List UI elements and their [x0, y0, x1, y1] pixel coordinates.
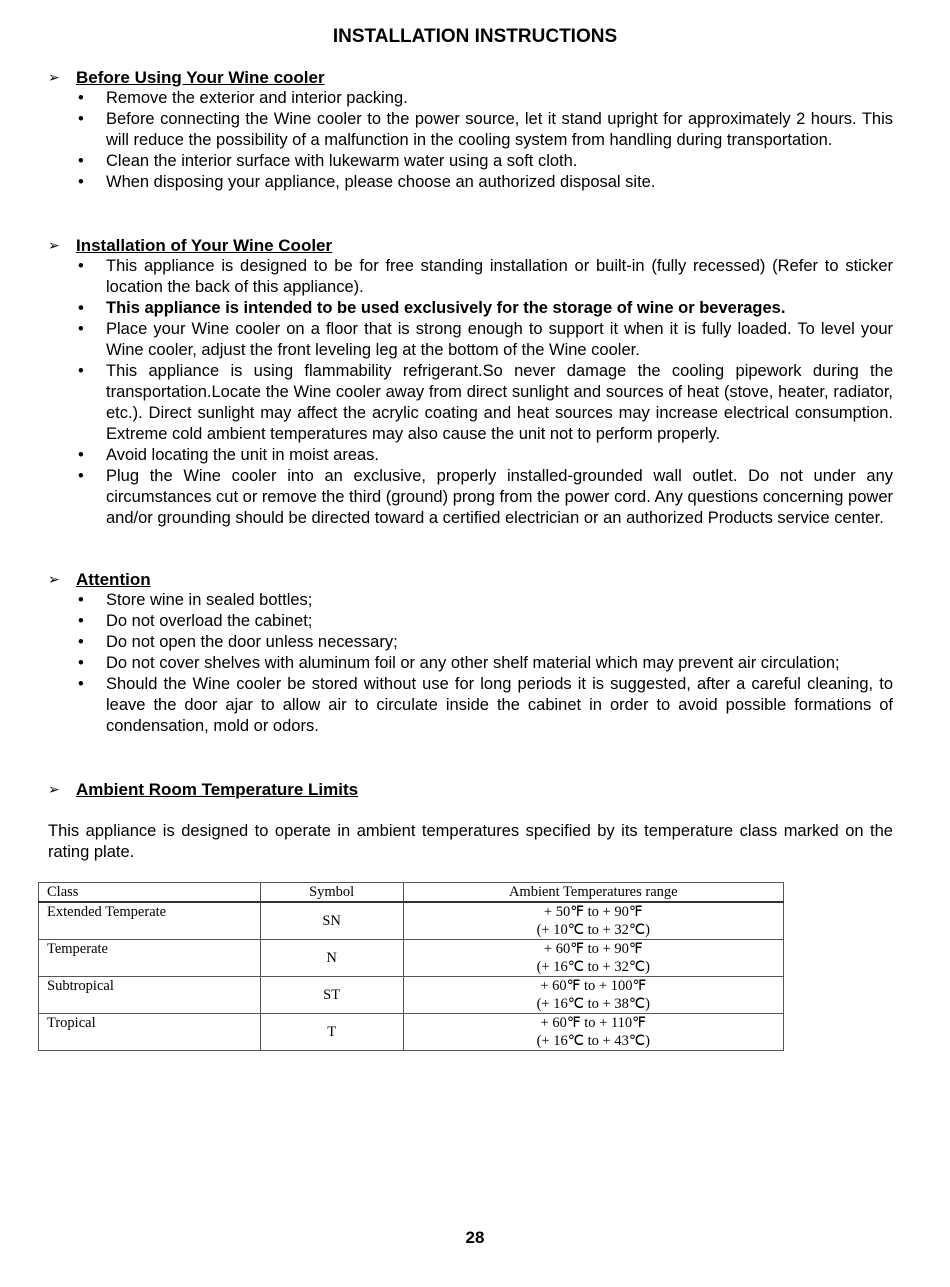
list-item: [48, 611, 893, 632]
table-row: [39, 940, 784, 977]
list-item-text: This appliance is designed to be for free standing installation or built-in (fully recessed) (Refer to sticker location the back of this appliance).: [106, 257, 893, 296]
table-row: [39, 1014, 784, 1051]
arrow-bullet-icon: ➢: [48, 237, 60, 253]
bullet-icon: •: [78, 633, 84, 651]
list-item: [48, 88, 893, 109]
section-title: Ambient Room Temperature Limits: [76, 780, 359, 799]
section-title: Before Using Your Wine cooler: [76, 68, 325, 87]
list-item-text: Remove the exterior and interior packing.: [106, 89, 408, 107]
list-item: [48, 361, 893, 445]
symbol-cell: N: [260, 940, 403, 977]
range-fahrenheit: + 60℉ to + 90℉: [543, 941, 643, 957]
bullet-icon: •: [78, 362, 84, 380]
bullet-list: [48, 590, 893, 737]
range-cell: [403, 977, 783, 1014]
arrow-bullet-icon: ➢: [48, 781, 60, 797]
bullet-list: [48, 88, 893, 193]
arrow-bullet-icon: ➢: [48, 571, 60, 587]
bullet-icon: •: [78, 257, 84, 275]
list-item: [48, 298, 893, 319]
list-item-text: When disposing your appliance, please choose an authorized disposal site.: [106, 173, 656, 191]
page-title: INSTALLATION INSTRUCTIONS: [332, 26, 618, 47]
list-item-text: Clean the interior surface with lukewarm water using a soft cloth.: [106, 152, 578, 170]
list-item-text: This appliance is intended to be used exclusively for the storage of wine or beverages.: [106, 299, 786, 317]
table-header-row: [39, 883, 784, 903]
range-celsius: (+ 16℃ to + 38℃): [536, 996, 650, 1012]
class-cell: Extended Temperate: [39, 902, 261, 940]
page-number: 28: [465, 1228, 485, 1247]
list-item-text: Avoid locating the unit in moist areas.: [106, 446, 380, 464]
list-item: [48, 590, 893, 611]
bullet-icon: •: [78, 591, 84, 609]
bullet-icon: •: [78, 110, 84, 128]
class-cell: Subtropical: [39, 977, 261, 1014]
list-item-text: Do not overload the cabinet;: [106, 612, 313, 630]
range-fahrenheit: + 60℉ to + 100℉: [540, 978, 647, 994]
range-celsius: (+ 16℃ to + 43℃): [536, 1033, 650, 1049]
list-item: [48, 653, 893, 674]
ambient-paragraph: This appliance is designed to operate in ambient temperatures specified by its temperature class marked on the rating plate.: [48, 822, 893, 861]
list-item: [48, 172, 893, 193]
range-cell: [403, 1014, 783, 1051]
bullet-list: [48, 256, 893, 529]
table-row: [39, 977, 784, 1014]
list-item: [48, 256, 893, 298]
range-fahrenheit: + 60℉ to + 110℉: [540, 1015, 646, 1031]
range-cell: [403, 902, 783, 940]
section-title: Installation of Your Wine Cooler: [76, 236, 333, 255]
column-header-class: Class: [39, 883, 261, 903]
bullet-icon: •: [78, 173, 84, 191]
symbol-cell: T: [260, 1014, 403, 1051]
class-cell: Tropical: [39, 1014, 261, 1051]
list-item: [48, 466, 893, 529]
section-heading: [48, 779, 893, 800]
bullet-icon: •: [78, 152, 84, 170]
bullet-icon: •: [78, 612, 84, 630]
bullet-icon: •: [78, 446, 84, 464]
section-before-using: [48, 67, 893, 193]
range-fahrenheit: + 50℉ to + 90℉: [543, 904, 643, 920]
column-header-symbol: Symbol: [260, 883, 403, 903]
bullet-icon: •: [78, 675, 84, 693]
section-ambient-limits: [48, 779, 893, 800]
section-heading: [48, 235, 893, 256]
bullet-icon: •: [78, 654, 84, 672]
list-item-text: Plug the Wine cooler into an exclusive, properly installed-grounded wall outlet. Do not under any circumstances cut or remove the third (ground) prong from the power cord. Any questions concerning power and/or grounding should be directed toward a certified electrician or an authorized Products service center.: [106, 467, 893, 527]
list-item-text: This appliance is using flammability refrigerant.So never damage the cooling pipework during the transportation.Locate the Wine cooler away from direct sunlight and sources of heat (stove, heater, radiator, etc.). Direct sunlight may affect the acrylic coating and heat sources may increase electrical consumption. Extreme cold ambient temperatures may also cause the unit not to perform properly.: [106, 362, 893, 443]
section-heading: [48, 569, 893, 590]
bullet-icon: •: [78, 299, 84, 317]
list-item-text: Place your Wine cooler on a floor that is strong enough to support it when it is fully loaded. To level your Wine cooler, adjust the front leveling leg at the bottom of the Wine cooler.: [106, 320, 893, 359]
symbol-cell: ST: [260, 977, 403, 1014]
temperature-class-table: [38, 882, 784, 1051]
range-celsius: (+ 16℃ to + 32℃): [536, 959, 650, 975]
list-item-text: Store wine in sealed bottles;: [106, 591, 313, 609]
range-celsius: (+ 10℃ to + 32℃): [536, 922, 650, 938]
list-item: [48, 674, 893, 737]
range-cell: [403, 940, 783, 977]
section-title: Attention: [76, 570, 151, 589]
column-header-range: Ambient Temperatures range: [403, 883, 783, 903]
class-cell: Temperate: [39, 940, 261, 977]
bullet-icon: •: [78, 467, 84, 485]
section-installation: [48, 235, 893, 529]
list-item-text: Before connecting the Wine cooler to the power source, let it stand upright for approximately 2 hours. This will reduce the possibility of a malfunction in the cooling system from handling during transportation.: [106, 110, 893, 149]
section-attention: [48, 569, 893, 737]
table-row: [39, 902, 784, 940]
section-heading: [48, 67, 893, 88]
list-item: [48, 109, 893, 151]
bullet-icon: •: [78, 89, 84, 107]
list-item: [48, 319, 893, 361]
list-item: [48, 632, 893, 653]
arrow-bullet-icon: ➢: [48, 69, 60, 85]
list-item-text: Do not cover shelves with aluminum foil or any other shelf material which may prevent air circulation;: [106, 654, 840, 672]
list-item: [48, 445, 893, 466]
list-item-text: Do not open the door unless necessary;: [106, 633, 398, 651]
symbol-cell: SN: [260, 902, 403, 940]
list-item-text: Should the Wine cooler be stored without use for long periods it is suggested, after a careful cleaning, to leave the door ajar to allow air to circulate inside the cabinet in order to avoid possible formations of condensation, mold or odors.: [106, 675, 893, 735]
list-item: [48, 151, 893, 172]
bullet-icon: •: [78, 320, 84, 338]
